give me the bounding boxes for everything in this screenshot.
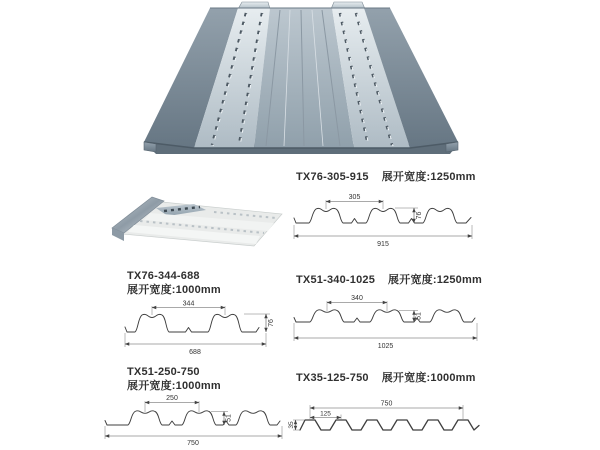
profile-title-tx76-305-915 — [296, 170, 476, 184]
unfold-width-label: 展开宽度:1250mm — [381, 171, 476, 183]
dim-height: 76 — [416, 211, 423, 220]
unfold-width-label: 展开宽度:1000mm — [127, 380, 221, 392]
unfold-width-label: 展开宽度:1000mm — [381, 372, 476, 384]
section-profile — [294, 208, 471, 223]
sample-deck-photo — [106, 188, 290, 252]
unfold-width-label: 展开宽度:1000mm — [127, 284, 221, 296]
dim-rib-spacing: 305 — [348, 194, 361, 201]
profile-drawing-tx51-250-750 — [100, 392, 290, 447]
dim-rib-spacing: 250 — [166, 395, 178, 402]
dim-height: 51 — [225, 414, 233, 422]
model-label: TX76-305-915 — [296, 171, 369, 183]
model-label: TX76-344-688 — [127, 270, 200, 282]
section-profile — [105, 411, 280, 425]
profile-drawing-tx76-305-915 — [292, 188, 482, 253]
dim-rib-spacing: 340 — [351, 295, 363, 302]
dim-height: 51 — [415, 312, 423, 320]
dim-cover-width: 688 — [189, 349, 201, 356]
dim-pitch: 125 — [320, 410, 331, 418]
dim-height: 76 — [268, 319, 275, 327]
profile-drawing-tx35-125-750 — [287, 397, 490, 449]
profile-drawing-tx76-344-688 — [100, 298, 290, 358]
main-deck-photo — [142, 0, 462, 160]
deck-flange-left — [144, 142, 156, 152]
unfold-width-label: 展开宽度:1250mm — [388, 274, 482, 286]
model-label: TX35-125-750 — [296, 372, 369, 384]
section-profile — [300, 420, 479, 430]
model-label: TX51-250-750 — [127, 366, 200, 378]
dim-cover-width: 750 — [187, 440, 199, 447]
dim-cover-width: 750 — [380, 400, 393, 408]
deck-flange-right — [446, 142, 458, 152]
profile-title-tx51-340-1025 — [296, 273, 482, 287]
profile-title-tx76-344-688 — [127, 269, 221, 297]
profile-title-tx35-125-750 — [296, 371, 476, 385]
dim-cover-width: 915 — [377, 241, 389, 248]
section-profile — [125, 314, 259, 332]
dim-rib-spacing: 344 — [182, 300, 195, 308]
profile-drawing-tx51-340-1025 — [292, 289, 487, 359]
dim-cover-width: 1025 — [377, 343, 394, 350]
profile-title-tx51-250-750 — [127, 365, 221, 393]
dim-height: 35 — [287, 421, 295, 429]
model-label: TX51-340-1025 — [296, 274, 376, 286]
section-profile — [294, 310, 475, 322]
